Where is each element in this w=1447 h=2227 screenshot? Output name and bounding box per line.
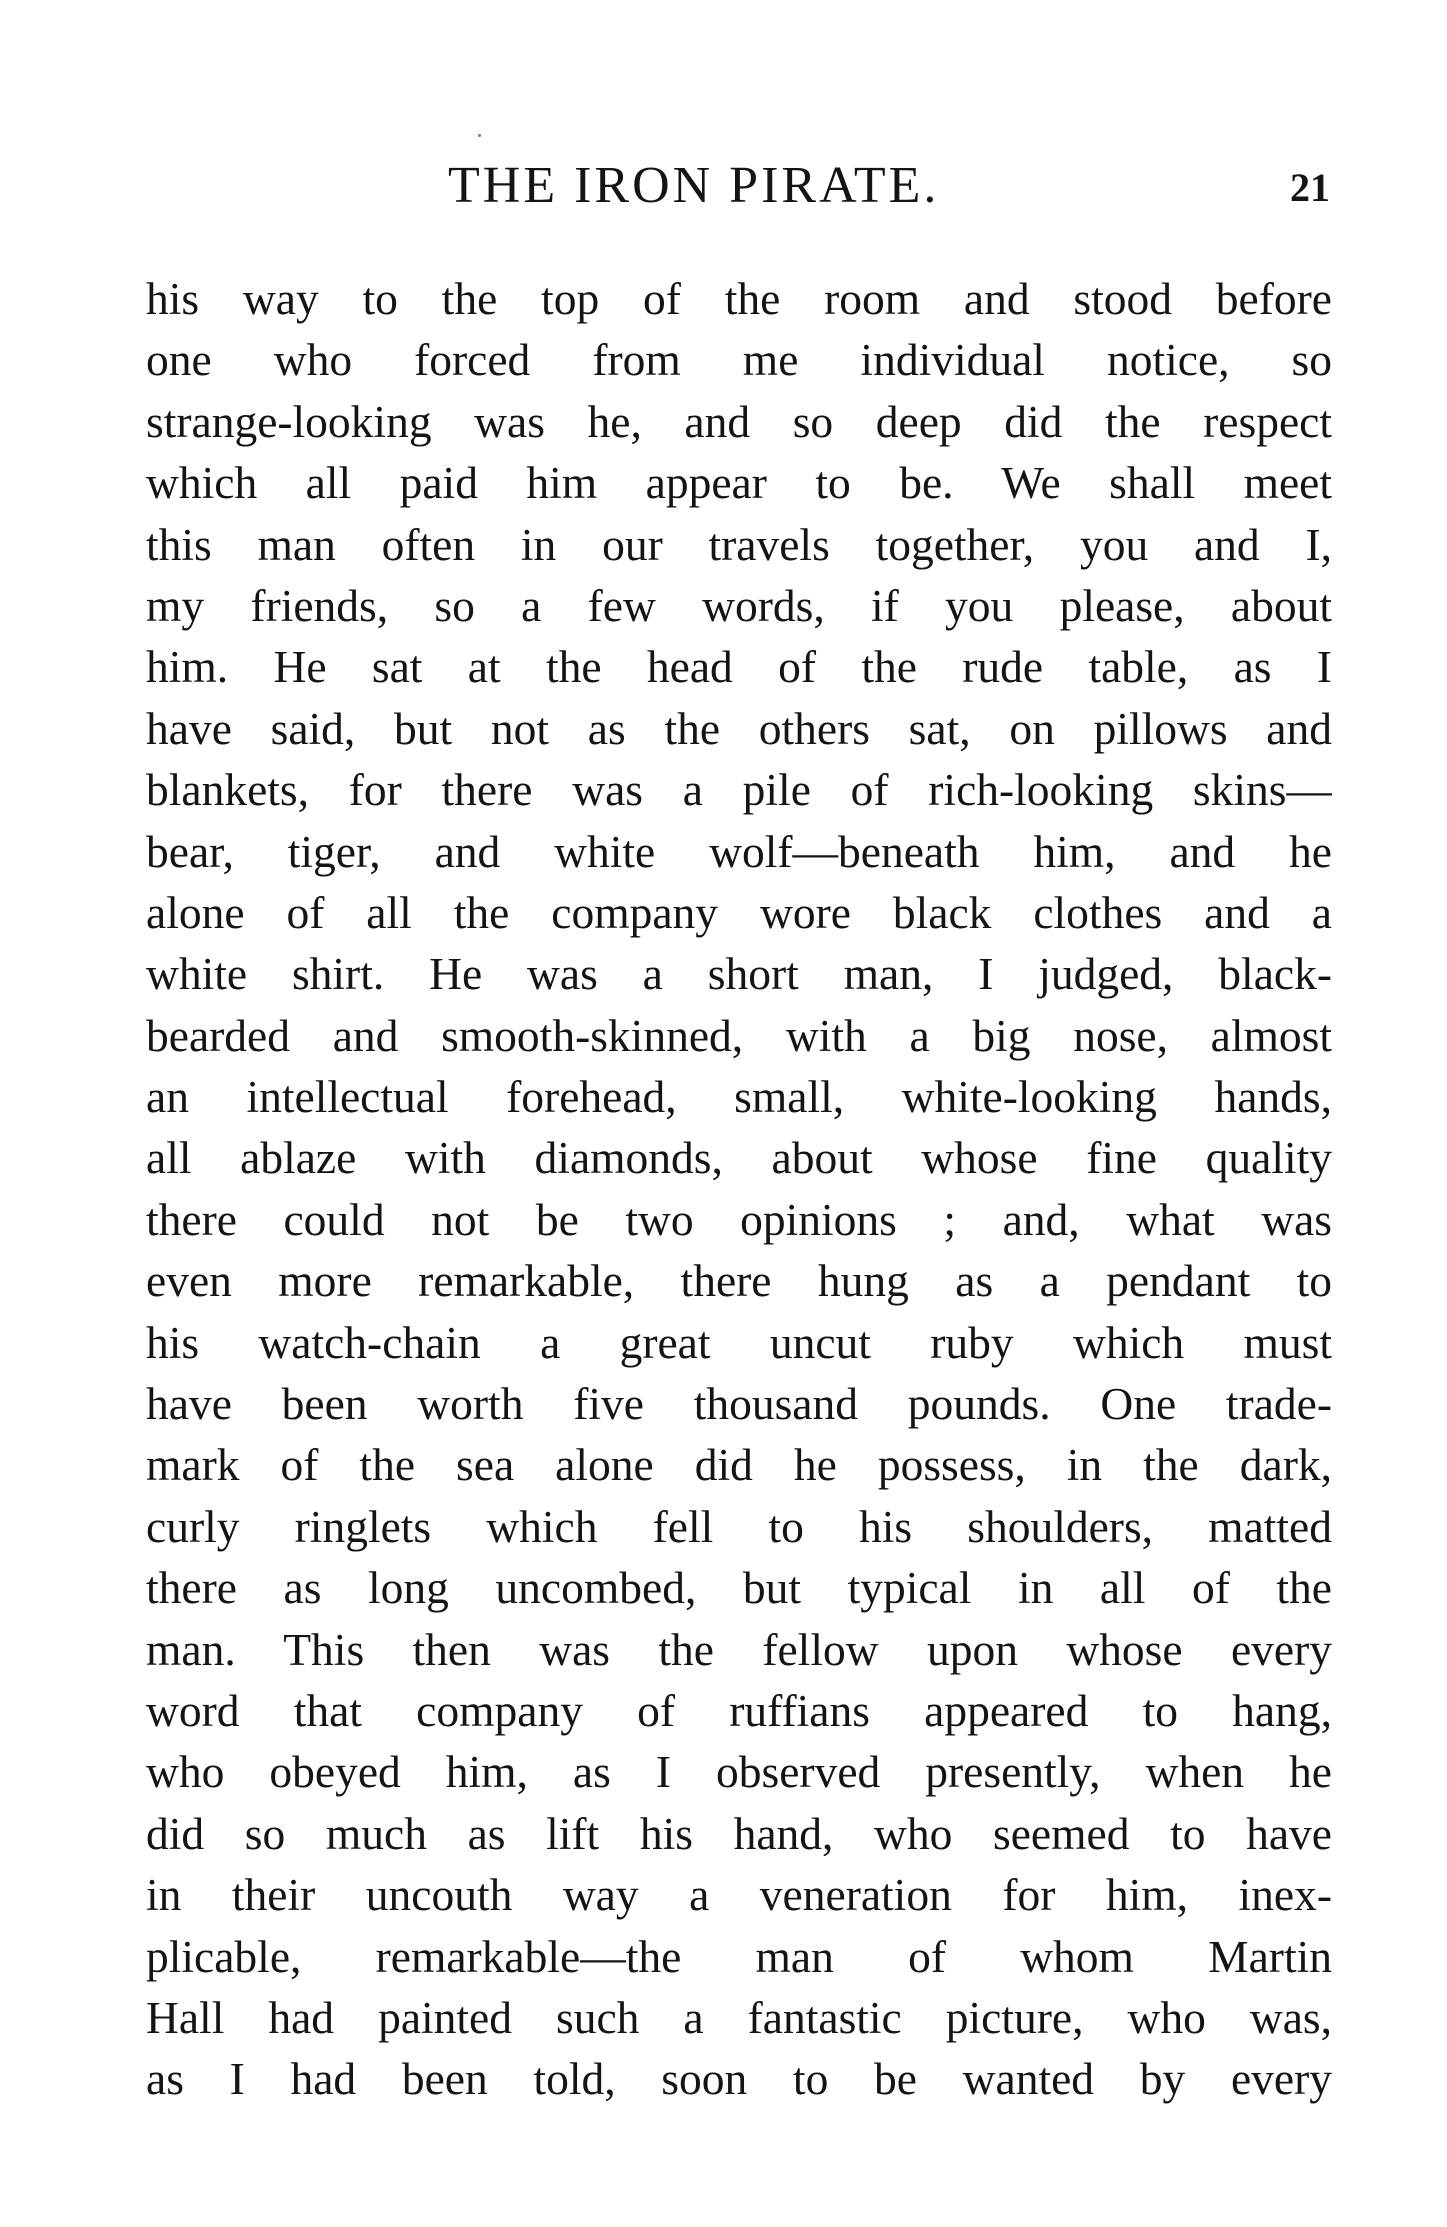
- text-line: there as long uncombed, but typical in all of the: [146, 1562, 1332, 1614]
- text-line: have been worth five thousand pounds. One trade-: [146, 1378, 1332, 1430]
- running-title: THE IRON PIRATE.: [448, 157, 940, 214]
- text-line: even more remarkable, there hung as a pendant to: [146, 1255, 1332, 1307]
- text-line: who obeyed him, as I observed presently, when he: [146, 1746, 1332, 1798]
- text-line: word that company of ruffians appeared to hang,: [146, 1684, 1332, 1736]
- text-line: him. He sat at the head of the rude table, as I: [146, 641, 1332, 693]
- text-line: did so much as lift his hand, who seemed to have: [146, 1807, 1332, 1859]
- text-line: white shirt. He was a short man, I judged, black-: [146, 948, 1332, 1000]
- text-line: plicable, remarkable—the man of whom Martin: [146, 1930, 1332, 1982]
- print-speck: [478, 134, 481, 137]
- text-line: bearded and smooth-skinned, with a big nose, almost: [146, 1009, 1332, 1061]
- text-line: this man often in our travels together, you and I,: [146, 518, 1332, 570]
- text-line: have said, but not as the others sat, on pillows and: [146, 702, 1332, 754]
- text-line: his way to the top of the room and stood before: [146, 273, 1332, 324]
- text-line: strange-looking was he, and so deep did the respect: [146, 395, 1332, 447]
- text-line: an intellectual forehead, small, white-looking hands,: [146, 1071, 1332, 1123]
- text-line: bear, tiger, and white wolf—beneath him, and he: [146, 825, 1332, 877]
- text-line: blankets, for there was a pile of rich-looking skins—: [146, 764, 1332, 816]
- page-number: 21: [1290, 165, 1330, 210]
- text-line: mark of the sea alone did he possess, in the dark,: [146, 1439, 1332, 1491]
- text-line: curly ringlets which fell to his shoulders, matted: [146, 1500, 1332, 1552]
- body-text: [146, 268, 1332, 2110]
- text-line: there could not be two opinions ; and, what was: [146, 1193, 1332, 1245]
- text-line: his watch-chain a great uncut ruby which must: [146, 1316, 1332, 1368]
- text-line: in their uncouth way a veneration for him, inex-: [146, 1869, 1332, 1921]
- text-line: alone of all the company wore black clothes and a: [146, 886, 1332, 938]
- text-line: one who forced from me individual notice, so: [146, 334, 1332, 386]
- text-line: man. This then was the fellow upon whose every: [146, 1623, 1332, 1675]
- text-line: Hall had painted such a fantastic picture, who was,: [146, 1991, 1332, 2043]
- text-line: which all paid him appear to be. We shall meet: [146, 457, 1332, 509]
- running-header: [140, 150, 1330, 220]
- text-line: my friends, so a few words, if you please, about: [146, 579, 1332, 631]
- text-line: as I had been told, soon to be wanted by every: [146, 2053, 1332, 2105]
- text-line: all ablaze with diamonds, about whose fine quality: [146, 1132, 1332, 1184]
